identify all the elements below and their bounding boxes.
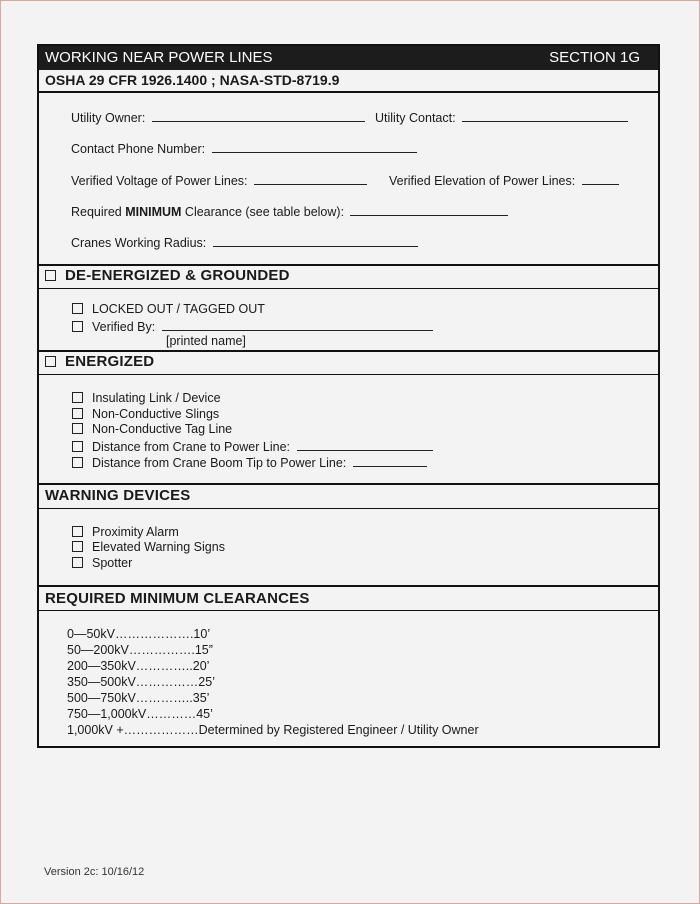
verified-voltage-field[interactable] [254, 172, 367, 185]
divider [39, 585, 658, 587]
verified-by-item [72, 318, 433, 335]
utility-owner-label: Utility Owner: [71, 111, 146, 125]
utility-contact-row [375, 109, 628, 126]
warning-heading: WARNING DEVICES [45, 487, 191, 504]
clearance-row: 200—350kV…………..20’ [67, 659, 210, 673]
energized-item-label: Distance from Crane to Power Line: [92, 440, 291, 454]
utility-contact-label: Utility Contact: [375, 111, 456, 125]
checkbox[interactable] [72, 408, 83, 419]
warning-item [72, 540, 225, 555]
section-label: SECTION 1G [549, 49, 640, 66]
de-energized-heading-text: DE-ENERGIZED & GROUNDED [65, 267, 290, 284]
required-prefix: Required [71, 205, 126, 219]
divider [39, 374, 658, 375]
contact-phone-field[interactable] [212, 140, 417, 153]
energized-item-label: Non-Conductive Tag Line [92, 422, 233, 436]
clearance-row: 750—1,000kV…………45’ [67, 707, 213, 721]
verified-elevation-row [389, 172, 619, 189]
clearance-row: 50—200kV…………….15” [67, 643, 213, 657]
locked-out-item [72, 302, 265, 317]
locked-out-label: LOCKED OUT / TAGGED OUT [92, 302, 265, 316]
divider [39, 288, 658, 289]
verified-elevation-label: Verified Elevation of Power Lines: [389, 174, 576, 188]
energized-item [72, 391, 221, 406]
divider [39, 610, 658, 611]
verified-voltage-row [71, 172, 367, 189]
warning-item-label: Elevated Warning Signs [92, 540, 225, 554]
energized-item [72, 438, 433, 455]
form-title: WORKING NEAR POWER LINES [45, 49, 273, 66]
energized-item-label: Insulating Link / Device [92, 391, 221, 405]
checkbox[interactable] [72, 457, 83, 468]
clearance-row: 0—50kV……………….10’ [67, 627, 211, 641]
verified-by-checkbox[interactable] [72, 321, 83, 332]
required-suffix: Clearance (see table below): [181, 205, 345, 219]
clearances-heading: REQUIRED MINIMUM CLEARANCES [45, 590, 310, 607]
cranes-radius-field[interactable] [213, 234, 418, 247]
title-bar [39, 46, 658, 70]
cranes-radius-label: Cranes Working Radius: [71, 236, 207, 250]
de-energized-heading [45, 267, 290, 285]
utility-owner-row [71, 109, 365, 126]
boom-tip-distance-field[interactable] [353, 454, 427, 467]
checkbox[interactable] [72, 392, 83, 403]
clearance-row: 1,000kV +………………Determined by Registered Engineer / Utility Owner [67, 723, 479, 737]
energized-item-label: Non-Conductive Slings [92, 407, 220, 421]
clearance-row: 500—750kV…………..35’ [67, 691, 210, 705]
crane-distance-field[interactable] [297, 438, 433, 451]
energized-item [72, 422, 232, 437]
required-clearance-field[interactable] [350, 203, 508, 216]
divider [39, 508, 658, 509]
standards-ref: OSHA 29 CFR 1926.1400 ; NASA-STD-8719.9 [45, 72, 340, 88]
energized-checkbox[interactable] [45, 356, 56, 367]
warning-item-label: Spotter [92, 556, 133, 570]
verified-by-label: Verified By: [92, 320, 156, 334]
checkbox[interactable] [72, 526, 83, 537]
warning-item [72, 556, 132, 571]
contact-phone-row [71, 140, 417, 157]
required-clearance-row [71, 203, 508, 220]
verified-voltage-label: Verified Voltage of Power Lines: [71, 174, 248, 188]
de-energized-checkbox[interactable] [45, 270, 56, 281]
version-footer: Version 2c: 10/16/12 [44, 866, 145, 878]
checkbox[interactable] [72, 541, 83, 552]
locked-out-checkbox[interactable] [72, 303, 83, 314]
energized-item [72, 407, 219, 422]
utility-owner-field[interactable] [152, 109, 365, 122]
energized-heading [45, 353, 154, 371]
contact-phone-label: Contact Phone Number: [71, 142, 206, 156]
warning-item-label: Proximity Alarm [92, 525, 179, 539]
checkbox[interactable] [72, 557, 83, 568]
checkbox[interactable] [72, 441, 83, 452]
divider [39, 483, 658, 485]
utility-contact-field[interactable] [462, 109, 628, 122]
energized-item [72, 454, 427, 471]
verified-elevation-field[interactable] [582, 172, 619, 185]
form [37, 44, 660, 748]
warning-item [72, 525, 179, 540]
energized-heading-text: ENERGIZED [65, 353, 155, 370]
energized-item-label: Distance from Crane Boom Tip to Power Line: [92, 456, 347, 470]
divider [39, 91, 658, 93]
divider [39, 264, 658, 266]
cranes-radius-row [71, 234, 418, 251]
clearance-row: 350—500kV……………25’ [67, 675, 215, 689]
verified-by-field[interactable] [162, 318, 433, 331]
printed-name-caption: [printed name] [166, 334, 246, 348]
divider [39, 350, 658, 352]
checkbox[interactable] [72, 423, 83, 434]
required-bold: MINIMUM [125, 205, 182, 219]
